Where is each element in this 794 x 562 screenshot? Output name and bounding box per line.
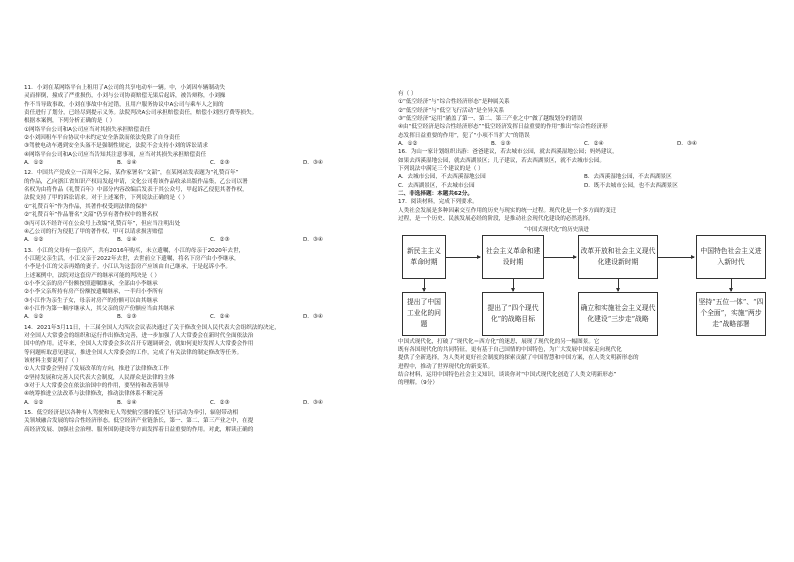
option-b: B．①④ <box>117 399 137 406</box>
option-d: D．③④ <box>303 160 323 167</box>
q12-line: 法院支持了甲的诉讼请求。对于上述案件，下列说法正确的是（ ） <box>24 195 188 202</box>
q17-paragraph-line: 进程中，推动了世界现代化的新变革。 <box>398 363 494 370</box>
option-b: B．①③ <box>491 141 511 148</box>
right-column <box>398 90 770 388</box>
q14-options <box>24 399 396 407</box>
option-d: D．③④ <box>677 141 697 148</box>
option-c: C．②③ <box>210 237 230 244</box>
q16-options-row <box>398 182 770 190</box>
q17-paragraph-line: 中国式现代化，打破了“现代化＝西方化”的迷思，展现了现代化的另一幅图景。它 <box>398 338 600 345</box>
q11-line: ①网络平台公司和A公司应当对其损失承担赔偿责任 <box>24 126 151 133</box>
option-d: D．③④ <box>303 237 323 244</box>
q15-line: ③“低空经济”运用“涵盖了第一、第二、第三产业之中”做了越级划分的错误 <box>398 116 583 123</box>
flow-arrow <box>618 279 619 291</box>
flow-arrow <box>658 257 694 258</box>
q17-paragraph-line: 既有各国现代化的共同特征，更有基于自己国情的中国特色，为广大发展中国家走向现代化 <box>398 346 622 353</box>
option-a: A．去城市公园，不去西溪湿地公园 <box>398 174 486 181</box>
flow-arrow <box>544 257 576 258</box>
option-a: A．①② <box>24 314 44 321</box>
question-15-continued <box>398 90 770 148</box>
left-column <box>24 84 396 434</box>
q13-line: ①小李父亲的房产份额按照遗嘱继承，全部由小李继承 <box>24 280 158 287</box>
question-11 <box>24 84 396 167</box>
q12-line: ③丙可以不经许可在公众号上改编“礼赞百年”，但应当注明出处 <box>24 220 181 227</box>
stage-box-3: 改革开放和社会主义现代化建设新时期 <box>578 235 658 279</box>
option-d: D．③④ <box>303 314 323 321</box>
q12-line: ①“礼赞百年”作为作品，其著作权受到法律的保护 <box>24 203 147 210</box>
option-d: D．既不去城市公园，也不去西湖景区 <box>584 182 678 189</box>
q17-question-line: 结合材料，运用中国特色社会主义知识，谈谈你对“中国式现代化创造了人类文明新形态” <box>398 371 617 378</box>
q14-line: 等问题听取意见建议，推进全国人大常委会的工作，完成了有关法律的制定修改等任务。 <box>24 349 243 356</box>
q17-paragraph-line: 人类社会发展是多种因素交互作用的历史与现实的统一过程。现代化是一个多方面的变迁 <box>398 207 617 214</box>
option-b: B．①④ <box>117 237 137 244</box>
option-b: B．去西溪湿地公园，不去西湖景区 <box>584 174 672 181</box>
stage-box-2: 社会主义革命和建设时期 <box>482 235 544 279</box>
strategy-box-1: 提出了中国工业化的问题 <box>402 292 446 336</box>
option-c: C．②③ <box>210 160 230 167</box>
option-c: C．②④ <box>584 141 604 148</box>
q15-line: 有（ ） <box>398 91 417 97</box>
q13-line: ②小李父亲所持有房产份额按遗嘱继承，一半归小李所有 <box>24 289 164 296</box>
q13-line: ③小江作为亲生子女，母亲对房产的份额可以由其继承 <box>24 297 158 304</box>
modernization-flow-diagram <box>398 226 770 336</box>
q14-line: 国中的作用。近年来，全国人大常委会多次召开专题调研会，就如何更好发挥人大常委会作用 <box>24 341 254 348</box>
q14-line: 该材料主要说明了（ ） <box>24 358 82 364</box>
question-15 <box>24 409 396 434</box>
q14-line: 14．2021年3月11日，十三届全国人大四次会议表决通过了关于修改全国人民代表大会组织法的决定， <box>24 324 280 331</box>
q12-line: 名权为由将作品《礼赞百年》中部分内容改编后发表于其公众号，甲起诉乙侵犯其著作权， <box>24 187 248 194</box>
q13-line: 13．小江的父母有一套房产，共有2016年购买，未立遗嘱，小江的母亲于2020年去世， <box>24 247 245 254</box>
q16-line: 下列说法中满足三个建议的是（ ） <box>398 166 484 173</box>
q11-line: 根据本案例，下列分析正确的是（ ） <box>24 118 116 125</box>
q15-line: 15．低空经济是以各种有人驾驶和无人驾驶航空器的低空飞行活动为牵引，辐射带动相 <box>24 410 239 417</box>
q11-line: 责任进行了划分，已经尽到提示义务。法院判决A公司承担赔偿责任，赔偿小刘医疗费等损失。 <box>24 110 258 117</box>
flow-arrow <box>513 279 514 291</box>
question-16 <box>398 148 770 190</box>
option-c: C．②④ <box>210 314 230 321</box>
q11-options <box>24 159 396 167</box>
option-b: B．①③ <box>117 314 137 321</box>
q15-line: 关领域融合发展的综合性经济形态。低空经济产业链条长，第一、第二、第三产业之中，在提 <box>24 418 254 425</box>
diagram-title: “中国式现代化”的历史演进 <box>524 226 589 233</box>
option-c: C．②③ <box>210 399 230 406</box>
question-13 <box>24 247 396 322</box>
flow-arrow <box>424 279 425 291</box>
q13-line: 小江随父亲生活，小江父亲于2022年去世，去世前立下遗嘱，将名下房产由小李继承， <box>24 255 240 262</box>
q12-line: 的作品，乙向浙江省知识产权局发起申请，文化公司将该作品收录出版作品集，乙公司以署 <box>24 178 248 185</box>
q15-line: ④由“低空经济是综合性经济形态”“低空经济发挥日益重要的作用”推出“综合性经济形 <box>398 124 608 131</box>
q12-line: ④乙公司的行为侵犯了甲的著作权，甲可以请求损害赔偿 <box>24 228 164 235</box>
q11-line: 作不当导致事故，小刘在事故中有过错，且用户服务协议中A公司与乘车人之间的 <box>24 101 224 108</box>
q11-line: 11．小刘在某网络平台上租用了A公司的共享电动车一辆。中，小刘因车辆制动失 <box>24 85 226 91</box>
q16-line: 如果去西溪湿地公园，就去西湖景区；儿子建议，若去西湖景区，就不去城市公园。 <box>398 157 605 164</box>
option-b: B．①④ <box>117 160 137 167</box>
q16-line: 16．为山一家计划组织出游：爸爸建议，若去城市公园，就去西溪湿地公园；妈妈建议， <box>398 149 618 156</box>
stage-box-4: 中国特色社会主义进入新时代 <box>696 235 766 279</box>
q17-heading: 17．阅读材料，完成下列要求。 <box>398 199 478 206</box>
q14-line: ④统筹推进立法改革与法律修改，推动法律体系不断完善 <box>24 391 164 398</box>
option-a: A．①② <box>24 399 44 406</box>
q14-line: ①人大常委会坚持了发展改革的方向，推进了法律修改工作 <box>24 366 169 373</box>
q14-line: 对全国人大常委会的组织和运行作出修改完善，进一步加强了人大常委会在新时代全面依法治 <box>24 332 254 339</box>
option-a: A．①② <box>24 237 44 244</box>
section-heading: 二、非选择题：本题共62分。 <box>398 191 473 198</box>
q15-line: ①“低空经济”与“综合性经济形态”是种属关系 <box>398 99 510 106</box>
strategy-box-2: 提出了“四个现代化”的战略目标 <box>482 292 544 336</box>
q12-line: 12．中国共产党成立一百周年之际，某作家署名“文韶”，在某网站发表题为“礼赞百年” <box>24 170 239 177</box>
q11-line: 灵而摔倒，撞成了严重损伤，小刘与公司协商赔偿无果后起诉，被告辩称，小刘操 <box>24 93 226 100</box>
q13-line: ④小江作为第一顺序继承人，其父亲的房产份额应当由其继承 <box>24 305 175 312</box>
q13-line: 上述案例中，法院对这套房产的继承可能的判决是（ ） <box>24 272 161 279</box>
question-12 <box>24 169 396 244</box>
q13-options <box>24 313 396 321</box>
q14-line: ③对于人大常委会在依法治国中的作用，要坚持和改善领导 <box>24 383 169 390</box>
stage-box-1: 新民主主义革命时期 <box>402 235 446 279</box>
q17-paragraph-line: 提供了全新选择，为人类对更好社会制度的探索贡献了中国智慧和中国方案，在人类文明新形态的 <box>398 355 639 362</box>
q15-line: 态发挥日益重要的作用”，犯了“小项不当扩大”的错误 <box>398 132 530 139</box>
strategy-box-3: 确立和实施社会主义现代化建设“三步走”战略 <box>578 292 658 336</box>
q15-options <box>398 140 770 148</box>
option-c: C．去西湖景区，不去城市公园 <box>398 182 475 189</box>
question-14 <box>24 324 396 407</box>
q16-options-row <box>398 173 770 181</box>
q13-line: 小李是小江的父亲再婚的妻子。小江认为这套房产应该由自己继承，于是起诉小李。 <box>24 264 231 271</box>
q14-line: ②坚持发展和完善人民代表大会制度，人民群众是法律的主体 <box>24 374 175 381</box>
q11-line: ②小刘因租车平台协议中未约定安全条款而依法免除了自身责任 <box>24 135 181 142</box>
q12-options <box>24 236 396 244</box>
flow-arrow <box>731 279 732 291</box>
strategy-box-4: 坚持“五位一体”、“四个全面”，实施“两步走”战略部署 <box>696 292 766 336</box>
option-a: A．①② <box>24 160 44 167</box>
q15-line: ②“低空经济”与“低空飞行活动”是全异关系 <box>398 107 505 114</box>
q17-question-line: 的理解。（9分） <box>398 380 438 387</box>
q17-paragraph-line: 过程，是一个历史、民族发展必经的阶段，是推动社会现代化建设的必然选择。 <box>398 216 594 223</box>
q11-line: ③驾驶电动车遇到安全头盔不是强制性规定，法院不会支持小刘的诉讼请求 <box>24 143 209 150</box>
q11-line: ④网络平台公司和A公司应当告知其注意事项，应当对其损失承担赔偿责任 <box>24 151 207 158</box>
option-a: A．①② <box>398 141 418 148</box>
flow-arrow <box>446 257 480 258</box>
option-d: D．③④ <box>303 399 323 406</box>
q15-line: 高经济发展、加强社会治理、服务国防建设等方面发挥着日益重要的作用。对此，解读正确的 <box>24 426 254 433</box>
q12-line: ②“礼赞百年”作品署名“文韶”仍享有著作权中的署名权 <box>24 212 159 219</box>
